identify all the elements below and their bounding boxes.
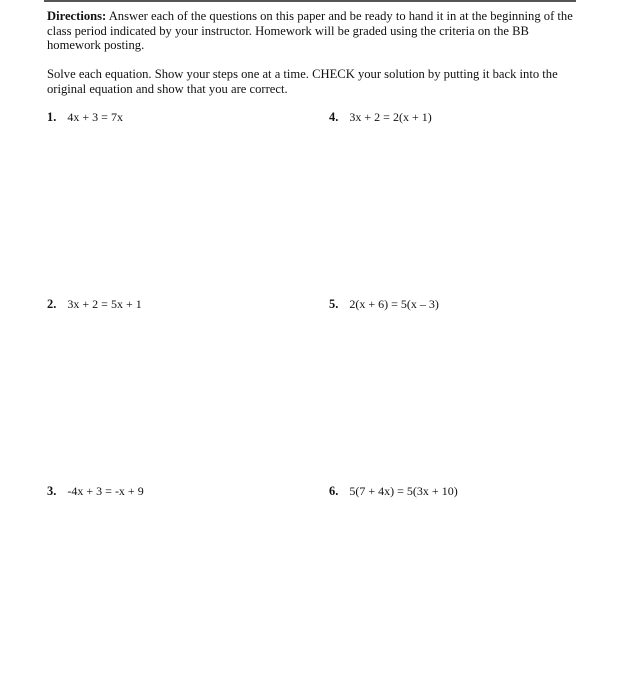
problem-5 bbox=[329, 297, 439, 312]
problem-equation: 5(7 + 4x) = 5(3x + 10) bbox=[349, 484, 458, 498]
problem-equation: 3x + 2 = 2(x + 1) bbox=[349, 110, 432, 124]
problem-equation: -4x + 3 = -x + 9 bbox=[67, 484, 144, 498]
problem-number: 4. bbox=[329, 110, 339, 124]
problem-number: 5. bbox=[329, 297, 339, 311]
top-border-rule bbox=[44, 0, 576, 2]
directions-label: Directions: bbox=[47, 9, 107, 23]
problem-number: 3. bbox=[47, 484, 57, 498]
problem-3 bbox=[47, 484, 144, 499]
problem-6 bbox=[329, 484, 458, 499]
problem-number: 1. bbox=[47, 110, 57, 124]
problem-number: 6. bbox=[329, 484, 339, 498]
problem-number: 2. bbox=[47, 297, 57, 311]
problem-4 bbox=[329, 110, 432, 125]
solve-instructions: Solve each equation. Show your steps one at a time. CHECK your solution by putting it back into the original equation and show that you are correct. bbox=[47, 67, 558, 96]
problem-equation: 4x + 3 = 7x bbox=[67, 110, 123, 124]
directions-paragraph bbox=[47, 9, 577, 53]
problem-equation: 3x + 2 = 5x + 1 bbox=[67, 297, 142, 311]
problem-2 bbox=[47, 297, 142, 312]
problem-1 bbox=[47, 110, 123, 125]
problem-equation: 2(x + 6) = 5(x – 3) bbox=[349, 297, 439, 311]
directions-text: Answer each of the questions on this paper and be ready to hand it in at the beginning of the class period indicated by your instructor. Homework will be graded using the criteria on the BB homework posting. bbox=[47, 9, 573, 53]
